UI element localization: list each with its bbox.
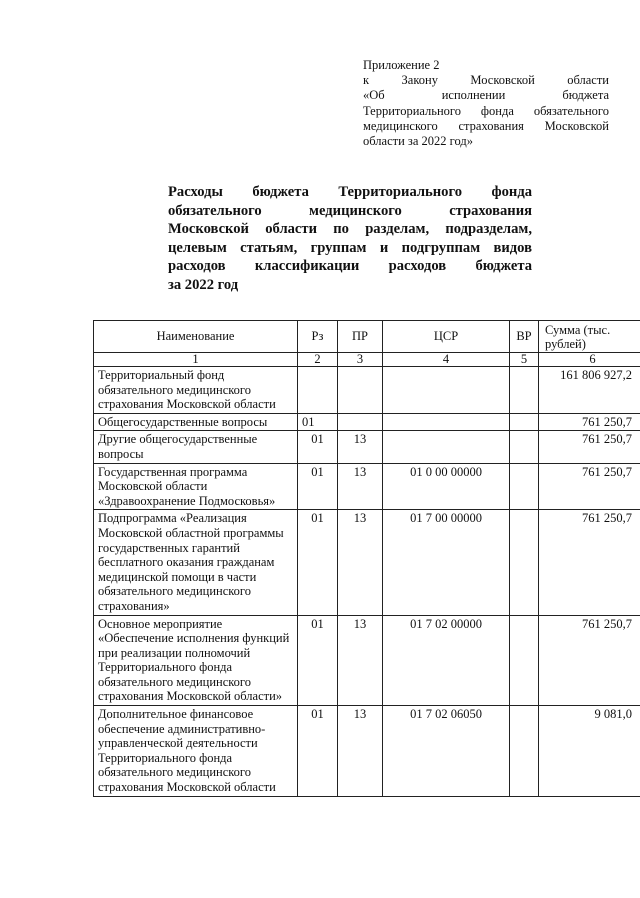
appendix-line: «Об исполнении бюджета xyxy=(363,88,609,103)
table-row xyxy=(94,431,640,463)
title-line: Московской области по разделам, подразделам, xyxy=(168,221,532,238)
row-name: Основное мероприятие «Обеспечение исполнения функций при реализации полномочий Территориального фонда обязательного медицинского страхования Московской области» xyxy=(94,615,298,706)
table-row xyxy=(94,615,640,706)
row-name: Дополнительное финансовое обеспечение административно-управленческой деятельности Территориального фонда обязательного медицинского страхования Московской области xyxy=(94,706,298,797)
header-name: Наименование xyxy=(94,321,298,353)
document-title xyxy=(168,183,532,295)
title-line: расходов классификации расходов бюджета xyxy=(168,258,532,275)
row-rz xyxy=(298,367,338,414)
row-rz: 01 xyxy=(298,463,338,510)
column-number: 4 xyxy=(383,353,510,367)
row-csr xyxy=(383,413,510,431)
row-sum: 9 081,0 xyxy=(539,706,640,797)
row-name: Другие общегосударственные вопросы xyxy=(94,431,298,463)
row-rz: 01 xyxy=(298,413,338,431)
row-sum: 761 250,7 xyxy=(539,615,640,706)
row-csr: 01 7 00 00000 xyxy=(383,510,510,615)
row-name: Подпрограмма «Реализация Московской областной программы государственных гарантий бесплатного оказания гражданам медицинской помощи в части обязательного медицинского страхования» xyxy=(94,510,298,615)
title-line: Расходы бюджета Территориального фонда xyxy=(168,184,532,200)
budget-table xyxy=(93,320,640,797)
header-pr: ПР xyxy=(338,321,383,353)
row-pr: 13 xyxy=(338,706,383,797)
column-number-row xyxy=(94,353,640,367)
row-sum: 761 250,7 xyxy=(539,413,640,431)
appendix-line: Приложение 2 xyxy=(363,58,440,72)
row-pr xyxy=(338,413,383,431)
title-line: за 2022 год xyxy=(168,276,239,293)
column-number: 2 xyxy=(298,353,338,367)
column-number: 3 xyxy=(338,353,383,367)
row-name: Государственная программа Московской области «Здравоохранение Подмосковья» xyxy=(94,463,298,510)
row-name: Территориальный фонд обязательного медицинского страхования Московской области xyxy=(94,367,298,414)
table-row xyxy=(94,510,640,615)
header-vr: ВР xyxy=(510,321,539,353)
table-row xyxy=(94,706,640,797)
table-header-row xyxy=(94,321,640,353)
table-row xyxy=(94,413,640,431)
table-row xyxy=(94,463,640,510)
column-number: 5 xyxy=(510,353,539,367)
row-sum: 761 250,7 xyxy=(539,431,640,463)
appendix-block xyxy=(363,58,609,149)
row-rz: 01 xyxy=(298,510,338,615)
row-vr xyxy=(510,431,539,463)
row-pr xyxy=(338,367,383,414)
column-number: 6 xyxy=(539,353,640,367)
row-rz: 01 xyxy=(298,615,338,706)
row-vr xyxy=(510,367,539,414)
row-sum: 161 806 927,2 xyxy=(539,367,640,414)
row-pr: 13 xyxy=(338,463,383,510)
row-csr: 01 7 02 06050 xyxy=(383,706,510,797)
row-vr xyxy=(510,413,539,431)
title-line: целевым статьям, группам и подгруппам видов xyxy=(168,239,532,256)
appendix-line: области за 2022 год» xyxy=(363,134,473,149)
row-csr xyxy=(383,431,510,463)
header-csr: ЦСР xyxy=(383,321,510,353)
table-row xyxy=(94,367,640,414)
appendix-line: медицинского страхования Московской xyxy=(363,118,609,133)
row-sum: 761 250,7 xyxy=(539,510,640,615)
row-vr xyxy=(510,706,539,797)
row-rz: 01 xyxy=(298,431,338,463)
row-vr xyxy=(510,615,539,706)
header-sum: Сумма (тыс. рублей) xyxy=(539,321,640,353)
row-csr xyxy=(383,367,510,414)
title-line: обязательного медицинского страхования xyxy=(168,202,532,219)
row-pr: 13 xyxy=(338,615,383,706)
column-number: 1 xyxy=(94,353,298,367)
row-rz: 01 xyxy=(298,706,338,797)
row-sum: 761 250,7 xyxy=(539,463,640,510)
row-pr: 13 xyxy=(338,510,383,615)
row-vr xyxy=(510,510,539,615)
row-vr xyxy=(510,463,539,510)
header-rz: Рз xyxy=(298,321,338,353)
row-pr: 13 xyxy=(338,431,383,463)
row-csr: 01 7 02 00000 xyxy=(383,615,510,706)
appendix-line: Территориального фонда обязательного xyxy=(363,103,609,118)
row-name: Общегосударственные вопросы xyxy=(94,413,298,431)
appendix-line: к Закону Московской области xyxy=(363,73,609,88)
row-csr: 01 0 00 00000 xyxy=(383,463,510,510)
